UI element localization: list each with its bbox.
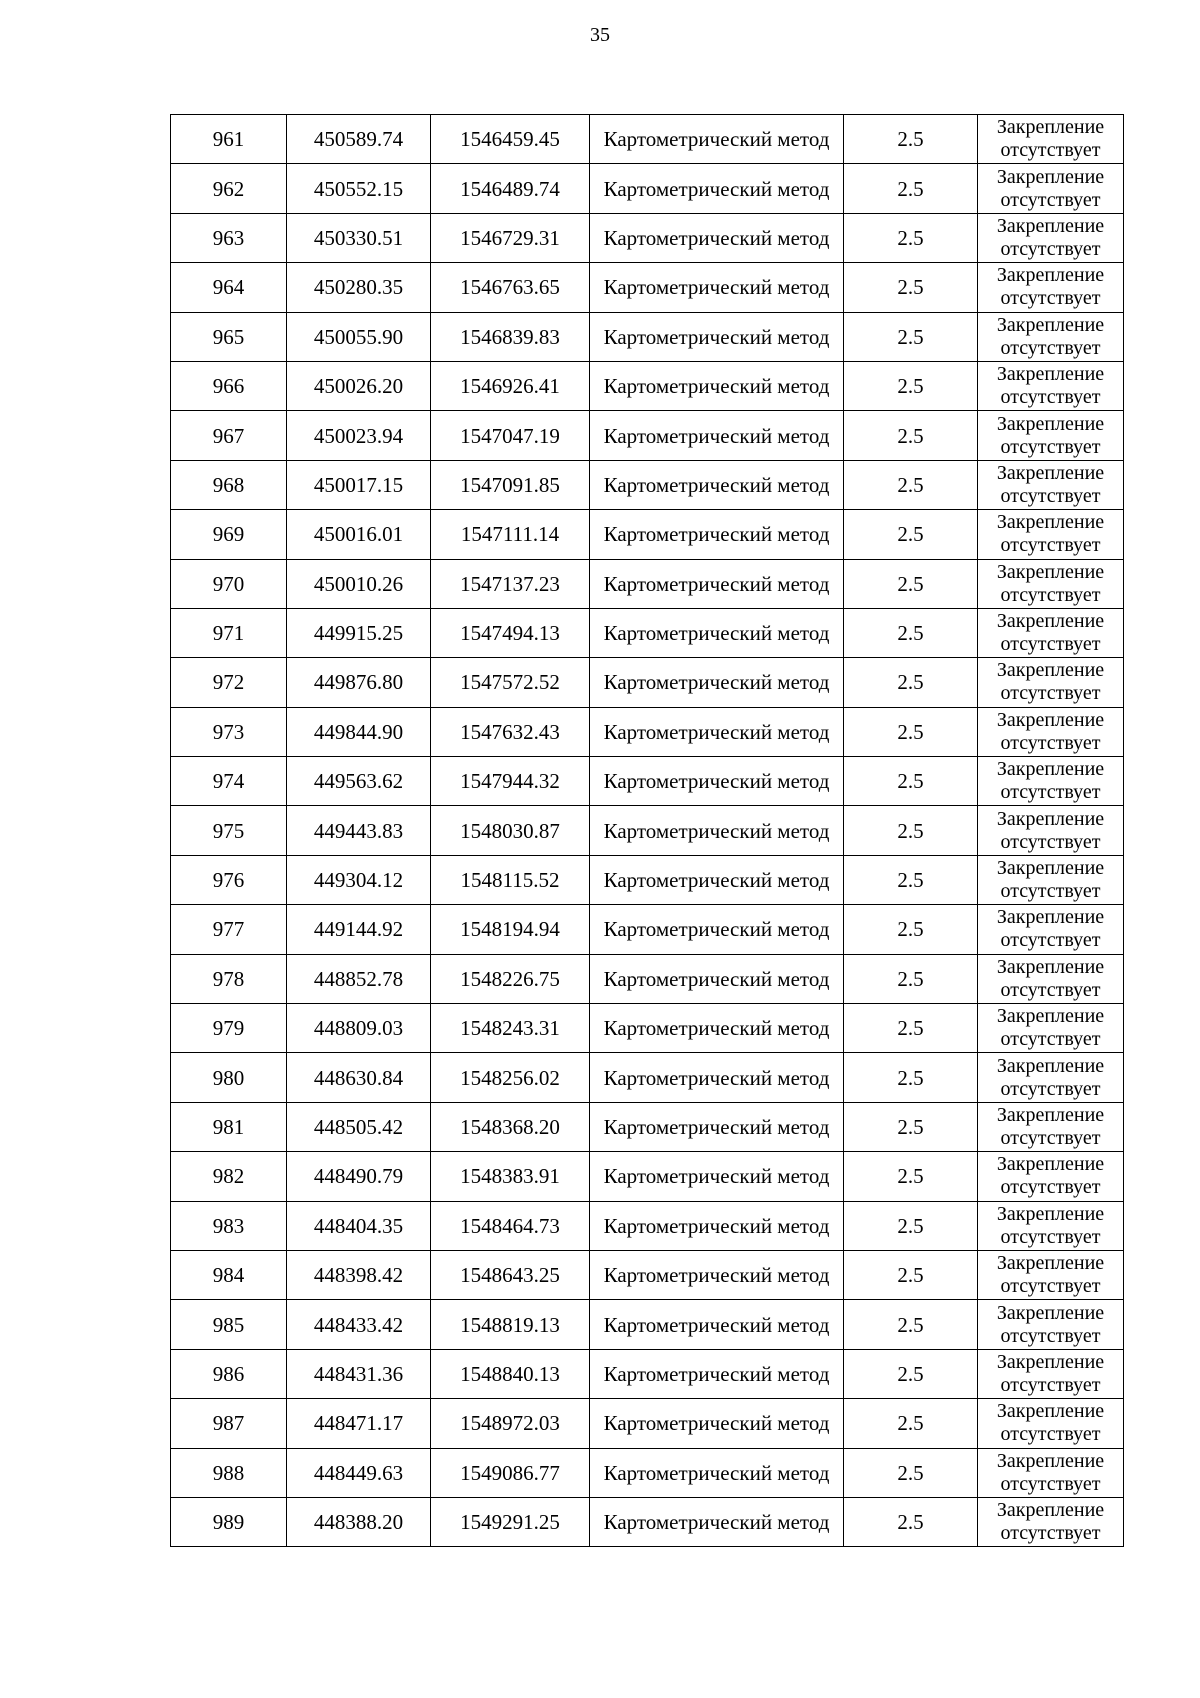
method-cell: Картометрический метод bbox=[590, 608, 844, 657]
fixing-description-cell: Закрепление отсутствует bbox=[978, 1448, 1124, 1497]
fixing-description-cell: Закрепление отсутствует bbox=[978, 1250, 1124, 1299]
point-number-cell: 976 bbox=[171, 855, 287, 904]
y-coordinate-cell: 1548819.13 bbox=[431, 1300, 590, 1349]
point-number-cell: 974 bbox=[171, 757, 287, 806]
point-number-cell: 975 bbox=[171, 806, 287, 855]
table-row bbox=[171, 905, 1124, 954]
y-coordinate-cell: 1548194.94 bbox=[431, 905, 590, 954]
method-cell: Картометрический метод bbox=[590, 263, 844, 312]
method-cell: Картометрический метод bbox=[590, 361, 844, 410]
x-coordinate-cell: 449876.80 bbox=[287, 658, 431, 707]
point-number-cell: 987 bbox=[171, 1399, 287, 1448]
coordinates-table-body bbox=[171, 115, 1124, 1547]
point-number-cell: 967 bbox=[171, 411, 287, 460]
method-cell: Картометрический метод bbox=[590, 115, 844, 164]
x-coordinate-cell: 449144.92 bbox=[287, 905, 431, 954]
accuracy-cell: 2.5 bbox=[844, 1053, 978, 1102]
fixing-description-cell: Закрепление отсутствует bbox=[978, 510, 1124, 559]
point-number-cell: 979 bbox=[171, 1004, 287, 1053]
method-cell: Картометрический метод bbox=[590, 1300, 844, 1349]
accuracy-cell: 2.5 bbox=[844, 1349, 978, 1398]
point-number-cell: 965 bbox=[171, 312, 287, 361]
x-coordinate-cell: 449304.12 bbox=[287, 855, 431, 904]
fixing-description-cell: Закрепление отсутствует bbox=[978, 905, 1124, 954]
method-cell: Картометрический метод bbox=[590, 855, 844, 904]
table-row bbox=[171, 460, 1124, 509]
y-coordinate-cell: 1548243.31 bbox=[431, 1004, 590, 1053]
point-number-cell: 978 bbox=[171, 954, 287, 1003]
x-coordinate-cell: 450023.94 bbox=[287, 411, 431, 460]
method-cell: Картометрический метод bbox=[590, 460, 844, 509]
accuracy-cell: 2.5 bbox=[844, 312, 978, 361]
x-coordinate-cell: 450016.01 bbox=[287, 510, 431, 559]
table-row bbox=[171, 115, 1124, 164]
point-number-cell: 981 bbox=[171, 1102, 287, 1151]
table-row bbox=[171, 164, 1124, 213]
x-coordinate-cell: 450280.35 bbox=[287, 263, 431, 312]
fixing-description-cell: Закрепление отсутствует bbox=[978, 1497, 1124, 1546]
table-row bbox=[171, 707, 1124, 756]
method-cell: Картометрический метод bbox=[590, 510, 844, 559]
fixing-description-cell: Закрепление отсутствует bbox=[978, 263, 1124, 312]
y-coordinate-cell: 1547047.19 bbox=[431, 411, 590, 460]
fixing-description-cell: Закрепление отсутствует bbox=[978, 1300, 1124, 1349]
fixing-description-cell: Закрепление отсутствует bbox=[978, 707, 1124, 756]
accuracy-cell: 2.5 bbox=[844, 411, 978, 460]
fixing-description-cell: Закрепление отсутствует bbox=[978, 213, 1124, 262]
y-coordinate-cell: 1547137.23 bbox=[431, 559, 590, 608]
point-number-cell: 963 bbox=[171, 213, 287, 262]
x-coordinate-cell: 448809.03 bbox=[287, 1004, 431, 1053]
y-coordinate-cell: 1548840.13 bbox=[431, 1349, 590, 1398]
fixing-description-cell: Закрепление отсутствует bbox=[978, 312, 1124, 361]
x-coordinate-cell: 449443.83 bbox=[287, 806, 431, 855]
accuracy-cell: 2.5 bbox=[844, 1004, 978, 1053]
accuracy-cell: 2.5 bbox=[844, 1201, 978, 1250]
x-coordinate-cell: 448431.36 bbox=[287, 1349, 431, 1398]
table-row bbox=[171, 1349, 1124, 1398]
point-number-cell: 988 bbox=[171, 1448, 287, 1497]
accuracy-cell: 2.5 bbox=[844, 757, 978, 806]
point-number-cell: 964 bbox=[171, 263, 287, 312]
y-coordinate-cell: 1548115.52 bbox=[431, 855, 590, 904]
x-coordinate-cell: 449844.90 bbox=[287, 707, 431, 756]
accuracy-cell: 2.5 bbox=[844, 608, 978, 657]
x-coordinate-cell: 448630.84 bbox=[287, 1053, 431, 1102]
table-row bbox=[171, 1300, 1124, 1349]
fixing-description-cell: Закрепление отсутствует bbox=[978, 954, 1124, 1003]
y-coordinate-cell: 1547111.14 bbox=[431, 510, 590, 559]
x-coordinate-cell: 449563.62 bbox=[287, 757, 431, 806]
accuracy-cell: 2.5 bbox=[844, 905, 978, 954]
accuracy-cell: 2.5 bbox=[844, 213, 978, 262]
accuracy-cell: 2.5 bbox=[844, 510, 978, 559]
y-coordinate-cell: 1548226.75 bbox=[431, 954, 590, 1003]
x-coordinate-cell: 448490.79 bbox=[287, 1152, 431, 1201]
fixing-description-cell: Закрепление отсутствует bbox=[978, 460, 1124, 509]
table-row bbox=[171, 1250, 1124, 1299]
point-number-cell: 969 bbox=[171, 510, 287, 559]
table-row bbox=[171, 361, 1124, 410]
x-coordinate-cell: 448449.63 bbox=[287, 1448, 431, 1497]
y-coordinate-cell: 1546459.45 bbox=[431, 115, 590, 164]
point-number-cell: 961 bbox=[171, 115, 287, 164]
fixing-description-cell: Закрепление отсутствует bbox=[978, 1152, 1124, 1201]
coordinates-table bbox=[170, 114, 1124, 1547]
y-coordinate-cell: 1548030.87 bbox=[431, 806, 590, 855]
fixing-description-cell: Закрепление отсутствует bbox=[978, 164, 1124, 213]
accuracy-cell: 2.5 bbox=[844, 263, 978, 312]
point-number-cell: 973 bbox=[171, 707, 287, 756]
y-coordinate-cell: 1547944.32 bbox=[431, 757, 590, 806]
method-cell: Картометрический метод bbox=[590, 1053, 844, 1102]
table-row bbox=[171, 312, 1124, 361]
fixing-description-cell: Закрепление отсутствует bbox=[978, 1399, 1124, 1448]
table-row bbox=[171, 411, 1124, 460]
x-coordinate-cell: 450026.20 bbox=[287, 361, 431, 410]
accuracy-cell: 2.5 bbox=[844, 1102, 978, 1151]
point-number-cell: 962 bbox=[171, 164, 287, 213]
y-coordinate-cell: 1547632.43 bbox=[431, 707, 590, 756]
accuracy-cell: 2.5 bbox=[844, 806, 978, 855]
x-coordinate-cell: 448398.42 bbox=[287, 1250, 431, 1299]
accuracy-cell: 2.5 bbox=[844, 361, 978, 410]
method-cell: Картометрический метод bbox=[590, 164, 844, 213]
method-cell: Картометрический метод bbox=[590, 658, 844, 707]
fixing-description-cell: Закрепление отсутствует bbox=[978, 559, 1124, 608]
point-number-cell: 966 bbox=[171, 361, 287, 410]
method-cell: Картометрический метод bbox=[590, 806, 844, 855]
method-cell: Картометрический метод bbox=[590, 1004, 844, 1053]
accuracy-cell: 2.5 bbox=[844, 1300, 978, 1349]
method-cell: Картометрический метод bbox=[590, 213, 844, 262]
point-number-cell: 980 bbox=[171, 1053, 287, 1102]
y-coordinate-cell: 1546839.83 bbox=[431, 312, 590, 361]
y-coordinate-cell: 1549086.77 bbox=[431, 1448, 590, 1497]
table-row bbox=[171, 1399, 1124, 1448]
y-coordinate-cell: 1546729.31 bbox=[431, 213, 590, 262]
y-coordinate-cell: 1548972.03 bbox=[431, 1399, 590, 1448]
method-cell: Картометрический метод bbox=[590, 1349, 844, 1398]
x-coordinate-cell: 448505.42 bbox=[287, 1102, 431, 1151]
accuracy-cell: 2.5 bbox=[844, 1399, 978, 1448]
accuracy-cell: 2.5 bbox=[844, 1152, 978, 1201]
accuracy-cell: 2.5 bbox=[844, 707, 978, 756]
table-row bbox=[171, 1004, 1124, 1053]
y-coordinate-cell: 1548256.02 bbox=[431, 1053, 590, 1102]
y-coordinate-cell: 1548383.91 bbox=[431, 1152, 590, 1201]
fixing-description-cell: Закрепление отсутствует bbox=[978, 806, 1124, 855]
accuracy-cell: 2.5 bbox=[844, 954, 978, 1003]
x-coordinate-cell: 448852.78 bbox=[287, 954, 431, 1003]
x-coordinate-cell: 448388.20 bbox=[287, 1497, 431, 1546]
fixing-description-cell: Закрепление отсутствует bbox=[978, 1201, 1124, 1250]
point-number-cell: 989 bbox=[171, 1497, 287, 1546]
table-row bbox=[171, 1448, 1124, 1497]
accuracy-cell: 2.5 bbox=[844, 1250, 978, 1299]
method-cell: Картометрический метод bbox=[590, 1399, 844, 1448]
method-cell: Картометрический метод bbox=[590, 1152, 844, 1201]
x-coordinate-cell: 450055.90 bbox=[287, 312, 431, 361]
table-row bbox=[171, 658, 1124, 707]
accuracy-cell: 2.5 bbox=[844, 658, 978, 707]
method-cell: Картометрический метод bbox=[590, 312, 844, 361]
y-coordinate-cell: 1546489.74 bbox=[431, 164, 590, 213]
x-coordinate-cell: 448433.42 bbox=[287, 1300, 431, 1349]
method-cell: Картометрический метод bbox=[590, 1102, 844, 1151]
point-number-cell: 970 bbox=[171, 559, 287, 608]
y-coordinate-cell: 1547091.85 bbox=[431, 460, 590, 509]
accuracy-cell: 2.5 bbox=[844, 115, 978, 164]
table-row bbox=[171, 855, 1124, 904]
accuracy-cell: 2.5 bbox=[844, 164, 978, 213]
y-coordinate-cell: 1547572.52 bbox=[431, 658, 590, 707]
table-row bbox=[171, 954, 1124, 1003]
accuracy-cell: 2.5 bbox=[844, 1448, 978, 1497]
accuracy-cell: 2.5 bbox=[844, 1497, 978, 1546]
y-coordinate-cell: 1549291.25 bbox=[431, 1497, 590, 1546]
y-coordinate-cell: 1547494.13 bbox=[431, 608, 590, 657]
fixing-description-cell: Закрепление отсутствует bbox=[978, 608, 1124, 657]
table-row bbox=[171, 757, 1124, 806]
x-coordinate-cell: 450330.51 bbox=[287, 213, 431, 262]
accuracy-cell: 2.5 bbox=[844, 559, 978, 608]
point-number-cell: 977 bbox=[171, 905, 287, 954]
fixing-description-cell: Закрепление отсутствует bbox=[978, 1349, 1124, 1398]
method-cell: Картометрический метод bbox=[590, 757, 844, 806]
method-cell: Картометрический метод bbox=[590, 1201, 844, 1250]
method-cell: Картометрический метод bbox=[590, 1497, 844, 1546]
table-row bbox=[171, 806, 1124, 855]
x-coordinate-cell: 450017.15 bbox=[287, 460, 431, 509]
table-row bbox=[171, 1201, 1124, 1250]
table-row bbox=[171, 1497, 1124, 1546]
point-number-cell: 984 bbox=[171, 1250, 287, 1299]
method-cell: Картометрический метод bbox=[590, 707, 844, 756]
y-coordinate-cell: 1548464.73 bbox=[431, 1201, 590, 1250]
method-cell: Картометрический метод bbox=[590, 1250, 844, 1299]
point-number-cell: 971 bbox=[171, 608, 287, 657]
table-row bbox=[171, 1053, 1124, 1102]
point-number-cell: 968 bbox=[171, 460, 287, 509]
point-number-cell: 972 bbox=[171, 658, 287, 707]
table-row bbox=[171, 510, 1124, 559]
method-cell: Картометрический метод bbox=[590, 954, 844, 1003]
point-number-cell: 986 bbox=[171, 1349, 287, 1398]
table-row bbox=[171, 263, 1124, 312]
fixing-description-cell: Закрепление отсутствует bbox=[978, 411, 1124, 460]
method-cell: Картометрический метод bbox=[590, 905, 844, 954]
accuracy-cell: 2.5 bbox=[844, 855, 978, 904]
table-row bbox=[171, 559, 1124, 608]
method-cell: Картометрический метод bbox=[590, 411, 844, 460]
page-number: 35 bbox=[590, 24, 610, 46]
y-coordinate-cell: 1546763.65 bbox=[431, 263, 590, 312]
table-row bbox=[171, 1102, 1124, 1151]
point-number-cell: 982 bbox=[171, 1152, 287, 1201]
point-number-cell: 983 bbox=[171, 1201, 287, 1250]
method-cell: Картометрический метод bbox=[590, 559, 844, 608]
y-coordinate-cell: 1548368.20 bbox=[431, 1102, 590, 1151]
x-coordinate-cell: 450589.74 bbox=[287, 115, 431, 164]
x-coordinate-cell: 449915.25 bbox=[287, 608, 431, 657]
y-coordinate-cell: 1546926.41 bbox=[431, 361, 590, 410]
table-row bbox=[171, 213, 1124, 262]
fixing-description-cell: Закрепление отсутствует bbox=[978, 658, 1124, 707]
y-coordinate-cell: 1548643.25 bbox=[431, 1250, 590, 1299]
fixing-description-cell: Закрепление отсутствует bbox=[978, 1053, 1124, 1102]
x-coordinate-cell: 448471.17 bbox=[287, 1399, 431, 1448]
fixing-description-cell: Закрепление отсутствует bbox=[978, 1102, 1124, 1151]
fixing-description-cell: Закрепление отсутствует bbox=[978, 855, 1124, 904]
fixing-description-cell: Закрепление отсутствует bbox=[978, 361, 1124, 410]
method-cell: Картометрический метод bbox=[590, 1448, 844, 1497]
fixing-description-cell: Закрепление отсутствует bbox=[978, 757, 1124, 806]
accuracy-cell: 2.5 bbox=[844, 460, 978, 509]
fixing-description-cell: Закрепление отсутствует bbox=[978, 1004, 1124, 1053]
fixing-description-cell: Закрепление отсутствует bbox=[978, 115, 1124, 164]
x-coordinate-cell: 450010.26 bbox=[287, 559, 431, 608]
table-row bbox=[171, 1152, 1124, 1201]
x-coordinate-cell: 448404.35 bbox=[287, 1201, 431, 1250]
point-number-cell: 985 bbox=[171, 1300, 287, 1349]
x-coordinate-cell: 450552.15 bbox=[287, 164, 431, 213]
table-row bbox=[171, 608, 1124, 657]
